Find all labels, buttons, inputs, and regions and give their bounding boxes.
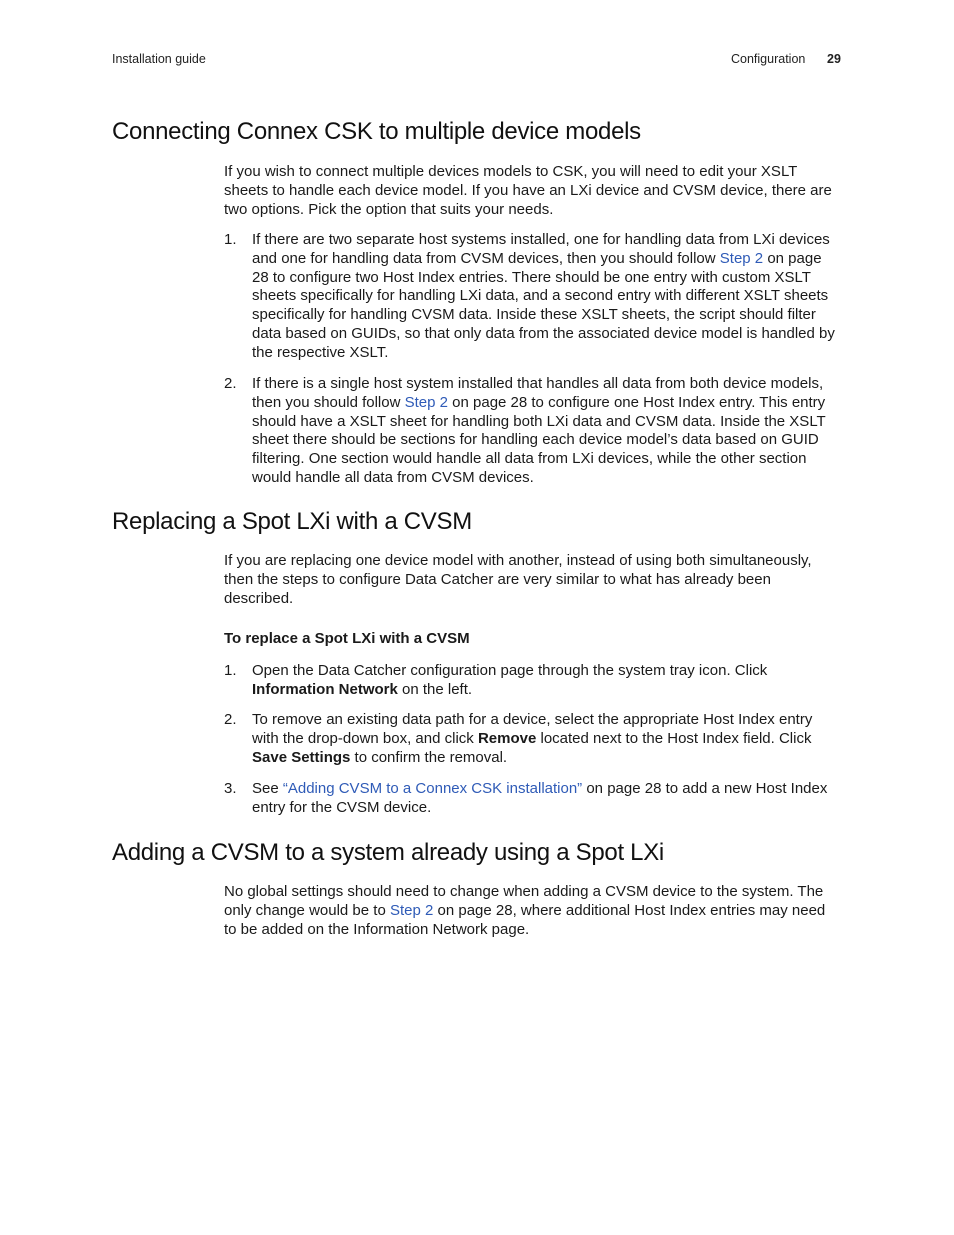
step-2-link[interactable]: Step 2 xyxy=(404,393,448,411)
step-number: 2. xyxy=(224,375,237,392)
paragraph: No global settings should need to change when adding a CVSM device to the system. The only change would be to Step 2 on page 28, where additional Host Index entries may need to be added on the Information Network page. xyxy=(224,883,826,938)
step-text: To remove an existing data path for a device, select the appropriate Host Index entry with the drop-down box, and click Remove located next to the Host Index field. Click Save Settings to confirm the removal. xyxy=(252,711,813,766)
section2-intro xyxy=(224,552,840,608)
ui-label-save-settings: Save Settings xyxy=(252,748,351,766)
step-number: 1. xyxy=(224,662,237,679)
adding-cvsm-link[interactable]: “Adding CVSM to a Connex CSK installation” xyxy=(282,780,583,797)
step-2-link[interactable]: Step 2 xyxy=(389,901,434,919)
procedure-title: To replace a Spot LXi with a CVSM xyxy=(224,630,470,647)
step-number: 1. xyxy=(224,231,237,248)
section-heading-adding: Adding a CVSM to a system already using a Spot LXi xyxy=(112,839,664,866)
running-header-section xyxy=(731,52,841,66)
step-text: See “Adding CVSM to a Connex CSK installation” on page 28 to add a new Host Index entry for the CVSM device. xyxy=(252,780,828,816)
section3-body xyxy=(224,883,840,939)
page-number: 29 xyxy=(827,52,841,66)
header-section-name: Configuration xyxy=(731,52,806,66)
running-header-title: Installation guide xyxy=(112,52,206,66)
step-text: If there are two separate host systems installed, one for handling data from LXi devices and one for handling data from CVSM devices, then you should follow Step 2 on page 28 to configure two Host Index entries. There should be one entry with custom XSLT sheets specifically for handling LXi data, and a second entry with different XSLT sheets specifically for handling CVSM data. Inside these XSLT sheets, the script should filter data based on GUIDs, so that only data from the associated device model is handled by the respective XSLT. xyxy=(252,231,835,361)
step-text: Open the Data Catcher configuration page through the system tray icon. Click Information Network on the left. xyxy=(252,662,768,698)
section-heading-connecting: Connecting Connex CSK to multiple device models xyxy=(112,118,641,145)
section1-intro xyxy=(224,163,840,219)
step-text: If there is a single host system installed that handles all data from both device models, then you should follow Step 2 on page 28 to configure one Host Index entry. This entry should have a XSLT sheet for handling both LXi data and CVSM data. Inside the XSLT sheet there should be sections for handling each device model’s data based on GUID filtering. One section would handle all data from LXi devices, while the other section would handle all data from CVSM devices. xyxy=(252,375,826,486)
section-heading-replacing: Replacing a Spot LXi with a CVSM xyxy=(112,508,472,535)
paragraph: If you are replacing one device model with another, instead of using both simultaneously, then the steps to configure Data Catcher are very similar to what has already been described. xyxy=(224,552,812,607)
step-number: 3. xyxy=(224,780,237,797)
ui-label-remove: Remove xyxy=(477,729,537,747)
ui-label-information-network: Information Network xyxy=(252,680,398,698)
paragraph: If you wish to connect multiple devices models to CSK, you will need to edit your XSLT sheets to handle each device model. If you have an LXi device and CVSM device, there are two options. Pick the option that suits your needs. xyxy=(224,163,832,218)
step-2-link[interactable]: Step 2 xyxy=(719,249,764,267)
step-number: 2. xyxy=(224,711,237,728)
